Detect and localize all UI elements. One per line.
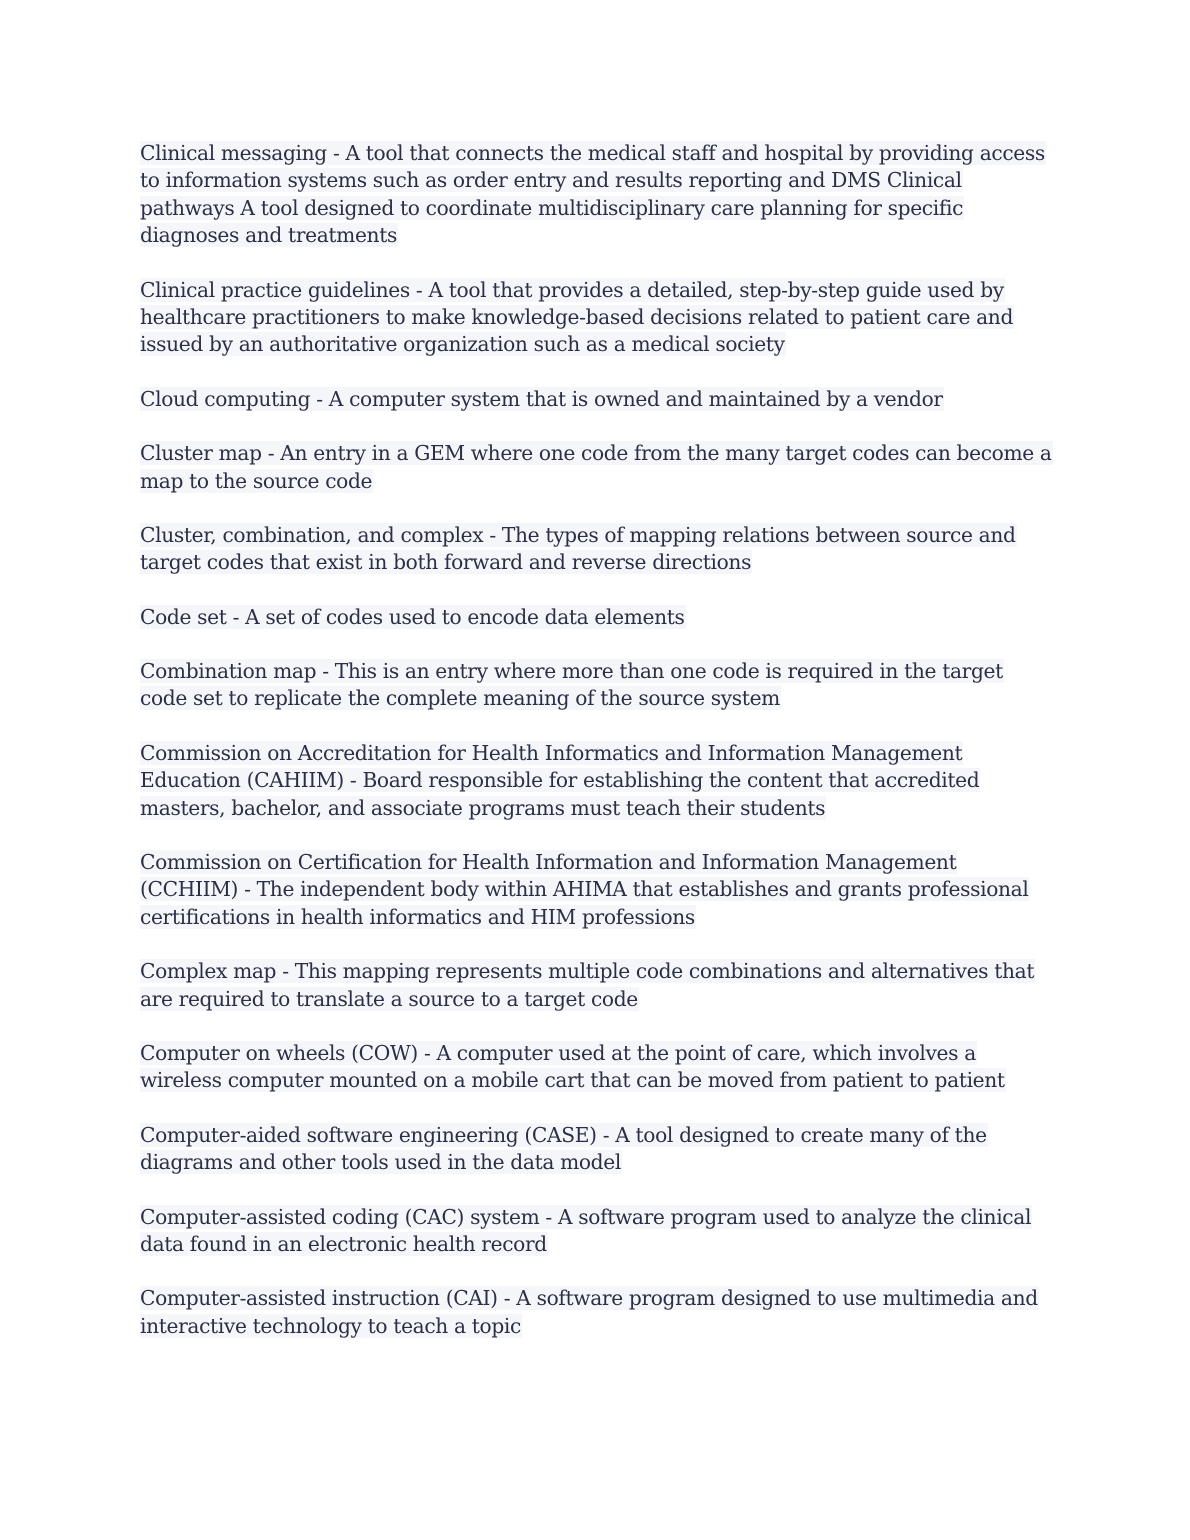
entry-line-text: are required to translate a source to a target code	[140, 986, 638, 1011]
entry-line	[140, 440, 1052, 467]
entry-line-text: Commission on Certification for Health Information and Information Management	[140, 850, 957, 875]
entry-line-text: Cluster map - An entry in a GEM where one code from the many target codes can become a	[140, 441, 1052, 466]
entry-line	[140, 1313, 1045, 1340]
glossary-entry	[140, 849, 1045, 931]
entry-line-text: wireless computer mounted on a mobile cart that can be moved from patient to patient	[140, 1068, 1005, 1093]
entry-line	[140, 222, 1045, 249]
glossary-entry	[140, 277, 1045, 359]
entry-line-text: Commission on Accreditation for Health Informatics and Information Management	[140, 740, 963, 765]
glossary-entry	[140, 1040, 1045, 1095]
glossary-entry	[140, 658, 1045, 713]
entry-line-text: healthcare practitioners to make knowledge-based decisions related to patient care and	[140, 304, 1014, 329]
entry-line-text: Computer-assisted coding (CAC) system - A software program used to analyze the clinical	[140, 1204, 1032, 1229]
glossary-entry	[140, 958, 1045, 1013]
entry-line-text: Cloud computing - A computer system that is owned and maintained by a vendor	[140, 386, 943, 411]
entry-line	[140, 1067, 1045, 1094]
entry-line	[140, 904, 1045, 931]
glossary-entry	[140, 1285, 1045, 1340]
entry-line	[140, 331, 1045, 358]
entry-line-text: Complex map - This mapping represents multiple code combinations and alternatives that	[140, 959, 1035, 984]
entry-line	[140, 604, 1045, 631]
entry-line-text: target codes that exist in both forward and reverse directions	[140, 550, 752, 575]
entry-line	[140, 986, 1045, 1013]
entry-line-text: certifications in health informatics and HIM professions	[140, 904, 695, 929]
entry-line	[140, 386, 1045, 413]
entry-line-text: Clinical practice guidelines - A tool that provides a detailed, step-by-step guide used by	[140, 277, 1004, 302]
entry-line-text: pathways A tool designed to coordinate multidisciplinary care planning for specific	[140, 195, 964, 220]
entry-line-text: data found in an electronic health record	[140, 1231, 547, 1256]
entry-line	[140, 277, 1045, 304]
entry-line	[140, 958, 1045, 985]
entry-line-text: to information systems such as order entry and results reporting and DMS Clinical	[140, 168, 962, 193]
entry-line-text: map to the source code	[140, 468, 373, 493]
glossary-entry	[140, 1122, 1045, 1177]
glossary-entry	[140, 522, 1045, 577]
entry-line-text: Computer-assisted instruction (CAI) - A software program designed to use multimedia and	[140, 1286, 1038, 1311]
entry-line	[140, 468, 1045, 495]
entry-line-text: code set to replicate the complete meaning of the source system	[140, 686, 780, 711]
entry-line-text: Code set - A set of codes used to encode data elements	[140, 604, 685, 629]
glossary-entry	[140, 740, 1045, 822]
entry-line-text: issued by an authoritative organization such as a medical society	[140, 332, 785, 357]
entry-line	[140, 140, 1045, 167]
entry-line	[140, 795, 1045, 822]
entry-line-text: Education (CAHIIM) - Board responsible for establishing the content that accredited	[140, 768, 980, 793]
glossary-entry	[140, 386, 1045, 413]
entry-line	[140, 1122, 1045, 1149]
entry-line	[140, 304, 1045, 331]
entry-line-text: Computer on wheels (COW) - A computer used at the point of care, which involves a	[140, 1040, 976, 1065]
entry-line	[140, 1204, 1045, 1231]
entry-line	[140, 658, 1045, 685]
glossary-entries	[140, 140, 1052, 1367]
entry-line-text: Clinical messaging - A tool that connects the medical staff and hospital by providing access	[140, 141, 1045, 165]
entry-line	[140, 522, 1045, 549]
glossary-entry	[140, 140, 1045, 250]
glossary-entry	[140, 1204, 1045, 1259]
entry-line	[140, 1231, 1045, 1258]
entry-line	[140, 549, 1045, 576]
entry-line	[140, 1040, 1045, 1067]
entry-line	[140, 1149, 1045, 1176]
entry-line	[140, 685, 1045, 712]
entry-line-text: Combination map - This is an entry where more than one code is required in the target	[140, 659, 1003, 684]
glossary-entry	[140, 604, 1045, 631]
entry-line	[140, 1285, 1045, 1312]
entry-line-text: Computer-aided software engineering (CASE) - A tool designed to create many of the	[140, 1122, 987, 1147]
entry-line-text: diagrams and other tools used in the data model	[140, 1150, 621, 1175]
entry-line	[140, 767, 1045, 794]
entry-line	[140, 195, 1045, 222]
entry-line	[140, 876, 1045, 903]
entry-line	[140, 849, 1045, 876]
entry-line-text: Cluster, combination, and complex - The types of mapping relations between source and	[140, 522, 1016, 547]
entry-line-text: interactive technology to teach a topic	[140, 1313, 521, 1338]
glossary-entry	[140, 440, 1052, 495]
entry-line	[140, 740, 1045, 767]
entry-line-text: masters, bachelor, and associate programs must teach their students	[140, 795, 826, 820]
entry-line-text: diagnoses and treatments	[140, 223, 397, 248]
entry-line	[140, 167, 1045, 194]
entry-line-text: (CCHIIM) - The independent body within AHIMA that establishes and grants professional	[140, 877, 1029, 902]
